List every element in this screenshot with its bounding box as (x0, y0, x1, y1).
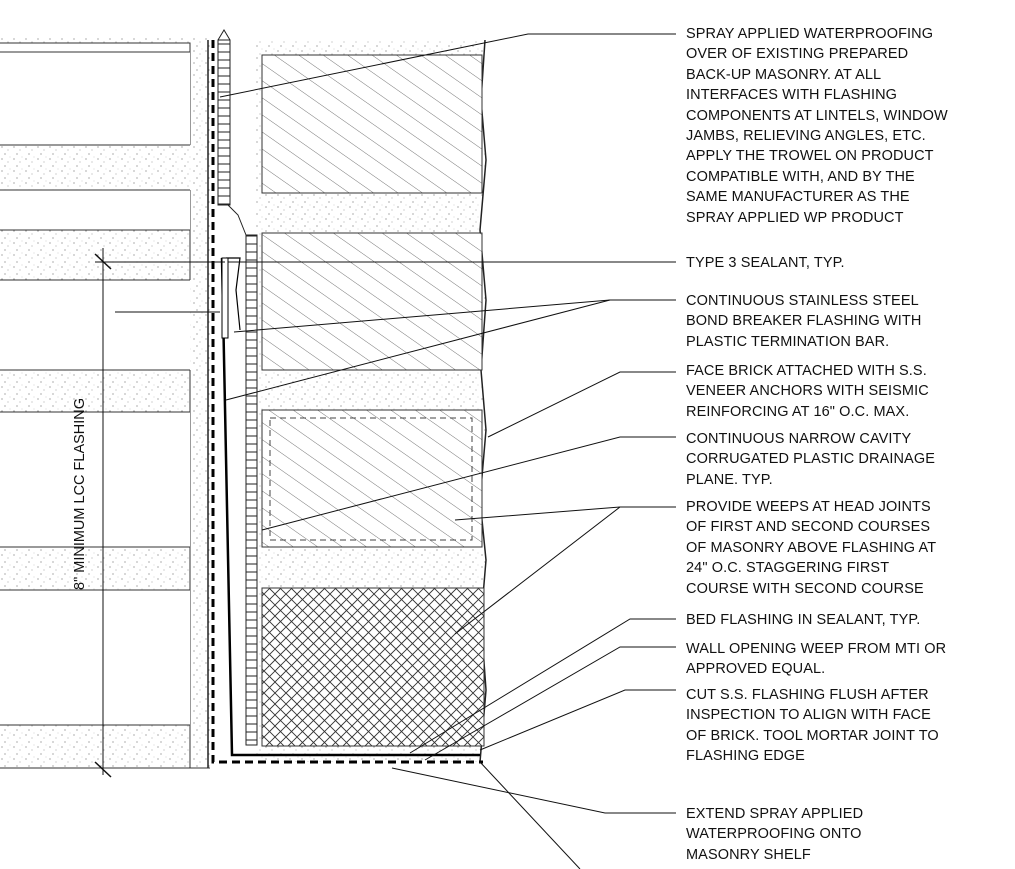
note-wall-opening-weep: WALL OPENING WEEP FROM MTI OR APPROVED EQUAL. (686, 641, 947, 678)
note-type3-sealant: TYPE 3 SEALANT, TYP. (686, 255, 845, 271)
note-weeps: PROVIDE WEEPS AT HEAD JOINTS OF FIRST AND SECOND COURSES OF MASONRY ABOVE FLASHING AT 24" O.C. STAGGERING FIRST COURSE WITH SECOND COURSE (686, 499, 937, 597)
note-drainage-plane: CONTINUOUS NARROW CAVITY CORRUGATED PLASTIC DRAINAGE PLANE. TYP. (686, 431, 935, 488)
note-extend-waterproofing: EXTEND SPRAY APPLIED WATERPROOFING ONTO MASONRY SHELF (686, 806, 864, 863)
note-bed-flashing: BED FLASHING IN SEALANT, TYP. (686, 612, 921, 628)
note-face-brick: FACE BRICK ATTACHED WITH S.S. VENEER ANCHORS WITH SEISMIC REINFORCING AT 16" O.C. MAX. (686, 363, 929, 420)
backup-masonry (0, 38, 210, 768)
dimension-label: 8" MINIMUM LCC FLASHING (72, 397, 88, 590)
note-cut-flashing: CUT S.S. FLASHING FLUSH AFTER INSPECTION TO ALIGN WITH FACE OF BRICK. TOOL MORTAR JOINT TO FLASHING EDGE (686, 687, 939, 765)
note-bond-breaker: CONTINUOUS STAINLESS STEEL BOND BREAKER FLASHING WITH PLASTIC TERMINATION BAR. (686, 293, 922, 350)
note-spray-waterproofing: SPRAY APPLIED WATERPROOFING OVER OF EXISTING PREPARED BACK-UP MASONRY. AT ALL INTERFACES WITH FLASHING COMPONENTS AT LINTELS, WINDOW JAMBS, RELIEVING ANGLES, ETC. APPLY THE TROWEL ON PRODUCT COMPATIBLE WITH, AND BY THE SAME MANUFACTURER AS THE SPRAY APPLIED WP PRODUCT (686, 26, 948, 226)
face-brick (256, 40, 486, 762)
